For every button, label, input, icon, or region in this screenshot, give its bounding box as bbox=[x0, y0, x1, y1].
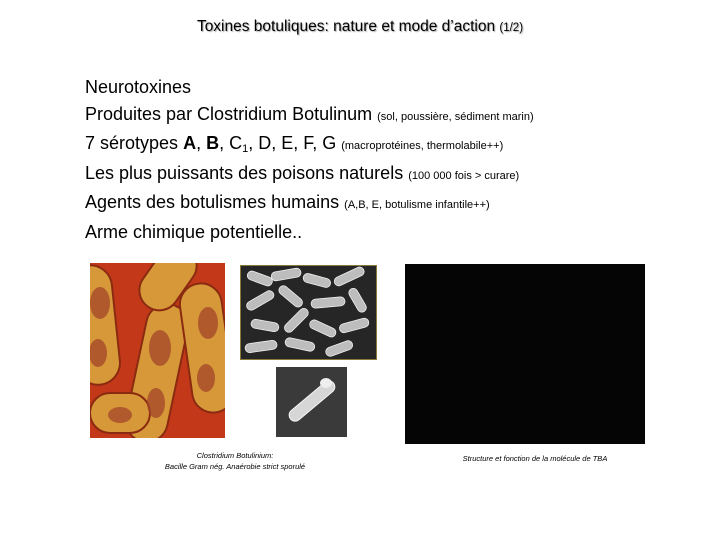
single-bacterium-image bbox=[276, 367, 347, 437]
serotype-c-subscript: 1 bbox=[242, 143, 249, 155]
serotype-c: , C bbox=[219, 133, 243, 153]
bacteria-micrograph-image bbox=[90, 263, 225, 438]
bacteria-caption-line1: Clostridium Botulinium: bbox=[196, 451, 274, 460]
molecule-caption: Structure et fonction de la molécule de TBA bbox=[462, 454, 608, 463]
bacteria-caption bbox=[130, 450, 340, 472]
bullet-note: (100 000 fois > curare) bbox=[408, 169, 520, 182]
slide-title-page: (1/2) bbox=[499, 22, 524, 34]
serotype-a: A bbox=[183, 133, 197, 153]
bullet-item bbox=[85, 101, 534, 131]
separator: , bbox=[196, 133, 207, 153]
serotype-b: B bbox=[206, 133, 220, 153]
bullet-item bbox=[85, 189, 534, 219]
bullet-text: Agents des botulismes humains bbox=[85, 192, 340, 212]
bullet-note: (sol, poussière, sédiment marin) bbox=[377, 110, 534, 123]
bullet-item bbox=[85, 219, 534, 246]
serotype-rest: , D, E, F, G bbox=[248, 133, 342, 153]
slide-title-main: Toxines botuliques: nature et mode d’action bbox=[196, 18, 496, 35]
bullet-text-prefix: 7 sérotypes bbox=[85, 133, 184, 153]
bullet-text: Produites par Clostridium Botulinum bbox=[85, 103, 373, 124]
bullet-list bbox=[85, 74, 534, 245]
bacteria-caption-line2: Bacille Gram nég. Anaérobie strict sporulé bbox=[164, 462, 306, 471]
molecule-structure-image bbox=[405, 264, 645, 444]
sem-bacteria-image bbox=[240, 265, 377, 360]
bullet-item bbox=[85, 130, 534, 160]
bullet-note: (A,B, E, botulisme infantile++) bbox=[344, 199, 490, 211]
bullet-text: Neurotoxines bbox=[85, 77, 192, 97]
slide-title bbox=[0, 18, 720, 36]
bullet-item bbox=[85, 74, 534, 101]
bullet-text: Arme chimique potentielle.. bbox=[85, 221, 303, 242]
bullet-text: Les plus puissants des poisons naturels bbox=[85, 162, 404, 183]
bullet-item bbox=[85, 160, 534, 190]
bullet-note: (macroprotéines, thermolabile++) bbox=[341, 140, 504, 152]
